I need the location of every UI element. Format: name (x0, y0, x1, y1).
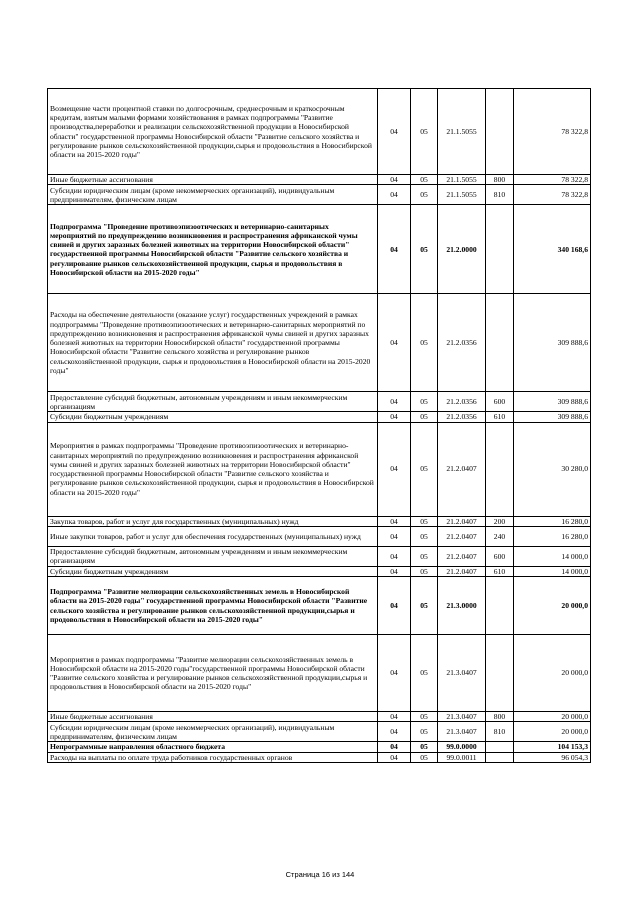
table-row (48, 635, 591, 712)
section-code-cell: 04 (378, 752, 411, 762)
expense-type-cell: 240 (486, 526, 514, 546)
item-name-cell: Непрограммные направления областного бюджета (48, 742, 378, 752)
section-code-cell: 04 (378, 175, 411, 185)
target-article-cell: 21.3.0407 (438, 712, 486, 722)
table-row (48, 526, 591, 546)
table-row (48, 392, 591, 412)
target-article-cell: 21.3.0407 (438, 635, 486, 712)
table-row (48, 422, 591, 516)
section-code-cell: 04 (378, 722, 411, 742)
item-name-cell: Возмещение части процентной ставки по долгосрочным, среднесрочным и краткосрочным кредитам, взятым малыми формами хозяйствования в рамках подпрограммы "Развитие производства,переработки и реализации сельскохозяйственной продукции в Новосибирской области" государственной программы Новосибирской области "Развитие сельского хозяйства и регулирование рынков сельскохозяйственной продукции,сырья и продовольствия в Новосибирской области на 2015-2020 годы" (48, 89, 378, 175)
amount-cell: 78 322,8 (514, 185, 591, 205)
target-article-cell: 21.1.5055 (438, 185, 486, 205)
table-row (48, 175, 591, 185)
expense-type-cell: 800 (486, 712, 514, 722)
amount-cell: 16 280,0 (514, 526, 591, 546)
subsection-code-cell: 05 (411, 752, 438, 762)
section-code-cell: 04 (378, 412, 411, 422)
table-row (48, 294, 591, 392)
expense-type-cell: 200 (486, 516, 514, 526)
expense-type-cell: 600 (486, 546, 514, 566)
item-name-cell: Иные бюджетные ассигнования (48, 712, 378, 722)
expense-type-cell: 810 (486, 722, 514, 742)
item-name-cell: Иные закупки товаров, работ и услуг для обеспечения государственных (муниципальных) нужд (48, 526, 378, 546)
target-article-cell: 21.2.0356 (438, 392, 486, 412)
subsection-code-cell: 05 (411, 392, 438, 412)
amount-cell: 20 000,0 (514, 712, 591, 722)
target-article-cell: 21.2.0356 (438, 294, 486, 392)
subsection-code-cell: 05 (411, 205, 438, 294)
section-code-cell: 04 (378, 392, 411, 412)
subsection-code-cell: 05 (411, 722, 438, 742)
subsection-code-cell: 05 (411, 635, 438, 712)
subsection-code-cell: 05 (411, 577, 438, 635)
amount-cell: 340 168,6 (514, 205, 591, 294)
section-code-cell: 04 (378, 185, 411, 205)
expense-type-cell: 800 (486, 175, 514, 185)
subsection-code-cell: 05 (411, 546, 438, 566)
item-name-cell: Субсидии юридическим лицам (кроме некоммерческих организаций), индивидуальным предпринимателям, физическим лицам (48, 185, 378, 205)
item-name-cell: Иные бюджетные ассигнования (48, 175, 378, 185)
section-code-cell: 04 (378, 516, 411, 526)
amount-cell: 14 000,0 (514, 566, 591, 576)
table-row (48, 566, 591, 576)
section-code-cell: 04 (378, 712, 411, 722)
section-code-cell: 04 (378, 577, 411, 635)
subsection-code-cell: 05 (411, 412, 438, 422)
item-name-cell: Подпрограмма "Развитие мелиорации сельскохозяйственных земель в Новосибирской области на 2015-2020 годы" государственной программы Новосибирской области "Развитие сельского хозяйства и регулирование рынков сельскохозяйственной продукции,сырья и продовольствия в Новосибирской области на 2015-2020 годы" (48, 577, 378, 635)
amount-cell: 309 888,6 (514, 412, 591, 422)
amount-cell: 78 322,8 (514, 89, 591, 175)
subsection-code-cell: 05 (411, 294, 438, 392)
item-name-cell: Субсидии бюджетным учреждениям (48, 566, 378, 576)
section-code-cell: 04 (378, 89, 411, 175)
subsection-code-cell: 05 (411, 516, 438, 526)
expense-type-cell: 610 (486, 412, 514, 422)
item-name-cell: Предоставление субсидий бюджетным, автономным учреждениям и иным некоммерческим организациям (48, 546, 378, 566)
target-article-cell: 21.3.0000 (438, 577, 486, 635)
target-article-cell: 21.2.0356 (438, 412, 486, 422)
target-article-cell: 21.3.0407 (438, 722, 486, 742)
target-article-cell: 21.2.0000 (438, 205, 486, 294)
target-article-cell: 21.2.0407 (438, 546, 486, 566)
subsection-code-cell: 05 (411, 566, 438, 576)
expense-type-cell (486, 752, 514, 762)
section-code-cell: 04 (378, 526, 411, 546)
amount-cell: 20 000,0 (514, 722, 591, 742)
subsection-code-cell: 05 (411, 526, 438, 546)
table-row (48, 412, 591, 422)
target-article-cell: 21.2.0407 (438, 422, 486, 516)
subsection-code-cell: 05 (411, 712, 438, 722)
target-article-cell: 99.0.0000 (438, 742, 486, 752)
section-code-cell: 04 (378, 546, 411, 566)
expense-type-cell (486, 422, 514, 516)
expense-type-cell: 600 (486, 392, 514, 412)
expense-type-cell (486, 205, 514, 294)
item-name-cell: Мероприятия в рамках подпрограммы "Развитие мелиорации сельскохозяйственных земель в Новосибирской области на 2015-2020 годы"государственной программы Новосибирской области "Развитие сельского хозяйства и регулирование рынков сельскохозяйственной продукции,сырья и продовольствия в Новосибирской области на 2015-2020 годы" (48, 635, 378, 712)
section-code-cell: 04 (378, 742, 411, 752)
amount-cell: 104 153,3 (514, 742, 591, 752)
section-code-cell: 04 (378, 294, 411, 392)
section-code-cell: 04 (378, 566, 411, 576)
table-row (48, 546, 591, 566)
subsection-code-cell: 05 (411, 422, 438, 516)
table-row (48, 516, 591, 526)
item-name-cell: Подпрограмма "Проведение противоэпизоотических и ветеринарно-санитарных мероприятий по предупреждению возникновения и распространения африканской чумы свиней и других заразных болезней животных на территории Новосибирской области" государственной программы Новосибирской области "Развитие сельского хозяйства и регулирование рынков сельскохозяйственной продукции, сырья и продовольствия в Новосибирской области на 2015-2020 годы" (48, 205, 378, 294)
section-code-cell: 04 (378, 422, 411, 516)
target-article-cell: 21.2.0407 (438, 526, 486, 546)
budget-table-body (48, 89, 591, 763)
table-row (48, 752, 591, 762)
amount-cell: 14 000,0 (514, 546, 591, 566)
amount-cell: 96 054,3 (514, 752, 591, 762)
expense-type-cell (486, 635, 514, 712)
expense-type-cell (486, 89, 514, 175)
table-row (48, 712, 591, 722)
subsection-code-cell: 05 (411, 185, 438, 205)
item-name-cell: Расходы на выплаты по оплате труда работников государственных органов (48, 752, 378, 762)
target-article-cell: 21.1.5055 (438, 175, 486, 185)
item-name-cell: Расходы на обеспечение деятельности (оказание услуг) государственных учреждений в рамках подпрограммы "Проведение противоэпизоотических и ветеринарно-санитарных мероприятий по предупреждению возникновения и распространения африканской чумы свиней и других заразных болезней животных на территории Новосибирской области" государственной программы Новосибирской области "Развитие сельского хозяйства и регулирование рынков сельскохозяйственной продукции, сырья и продовольствия в Новосибирской области на 2015-2020 годы" (48, 294, 378, 392)
target-article-cell: 21.2.0407 (438, 566, 486, 576)
table-row (48, 205, 591, 294)
table-row (48, 742, 591, 752)
item-name-cell: Закупка товаров, работ и услуг для государственных (муниципальных) нужд (48, 516, 378, 526)
amount-cell: 78 322,8 (514, 175, 591, 185)
table-row (48, 89, 591, 175)
section-code-cell: 04 (378, 205, 411, 294)
amount-cell: 309 888,6 (514, 392, 591, 412)
amount-cell: 20 000,0 (514, 577, 591, 635)
amount-cell: 309 888,6 (514, 294, 591, 392)
item-name-cell: Субсидии бюджетным учреждениям (48, 412, 378, 422)
item-name-cell: Субсидии юридическим лицам (кроме некоммерческих организаций), индивидуальным предпринимателям, физическим лицам (48, 722, 378, 742)
subsection-code-cell: 05 (411, 89, 438, 175)
item-name-cell: Предоставление субсидий бюджетным, автономным учреждениям и иным некоммерческим организациям (48, 392, 378, 412)
amount-cell: 20 000,0 (514, 635, 591, 712)
item-name-cell: Мероприятия в рамках подпрограммы "Проведение противоэпизоотических и ветеринарно-санитарных мероприятий по предупреждению возникновения и распространения африканской чумы свиней и других заразных болезней животных на территории Новосибирской области" государственной программы Новосибирской области "Развитие сельского хозяйства и регулирование рынков сельскохозяйственной продукции, сырья и продовольствия в Новосибирской области на 2015-2020 годы" (48, 422, 378, 516)
subsection-code-cell: 05 (411, 742, 438, 752)
target-article-cell: 21.2.0407 (438, 516, 486, 526)
expense-type-cell: 810 (486, 185, 514, 205)
table-row (48, 577, 591, 635)
expense-type-cell: 610 (486, 566, 514, 576)
budget-table (47, 88, 591, 763)
page-number: Страница 16 из 144 (285, 870, 355, 879)
expense-type-cell (486, 294, 514, 392)
amount-cell: 16 280,0 (514, 516, 591, 526)
subsection-code-cell: 05 (411, 175, 438, 185)
target-article-cell: 99.0.0011 (438, 752, 486, 762)
table-row (48, 722, 591, 742)
section-code-cell: 04 (378, 635, 411, 712)
target-article-cell: 21.1.5055 (438, 89, 486, 175)
amount-cell: 30 280,0 (514, 422, 591, 516)
expense-type-cell (486, 577, 514, 635)
expense-type-cell (486, 742, 514, 752)
table-row (48, 185, 591, 205)
